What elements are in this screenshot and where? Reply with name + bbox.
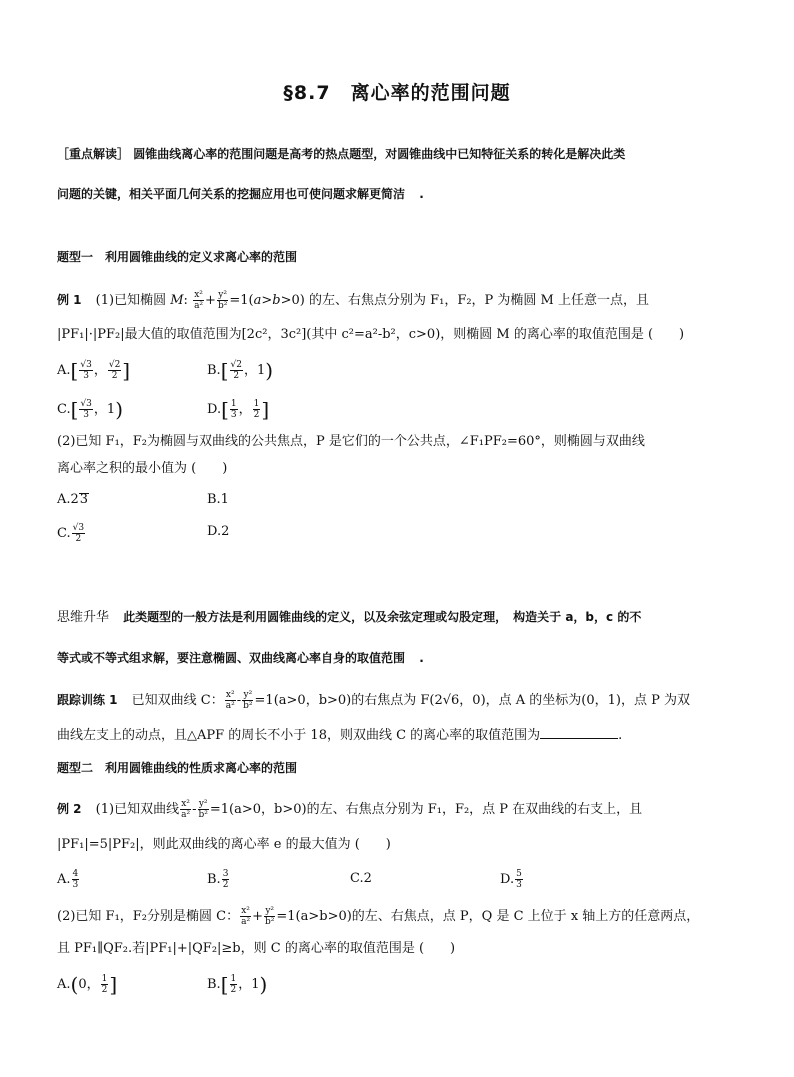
ex2-label: 例 2 (57, 802, 82, 816)
ex1-line-2: |PF₁|·|PF₂|最大值的取值范围为[2c²，3c²](其中 c²=a²-b²，c>0)，则椭圆 M 的离心率的取值范围是 ( ) (57, 327, 685, 342)
ex1-option-a: A.[ $\frac{√3}{3}$ ， $\frac{√2}{2}$ ] (57, 358, 131, 383)
answer-blank[interactable] (540, 726, 618, 739)
ex1-p2-option-b: B.1 (207, 492, 229, 507)
practice-line-2: 曲线左支上的动点，且△APF 的周长不小于 18，则双曲线 C 的离心率的取值范围为 . (57, 728, 623, 743)
practice-label: 跟踪训练 1 (57, 693, 118, 707)
intro-text-1: 圆锥曲线离心率的范围问题是高考的热点题型，对圆锥曲线中已知特征关系的转化是解决此类 (133, 147, 626, 161)
ex2-p2-line-1: (2)已知 F₁，F₂分别是椭圆 C： $\frac{\text{x²}}{\text{a²}}$ + $\frac{\text{y²}}{\text{b²}}$ =1(a>b>0)的左、右焦点，点 P，Q 是 C 上位于 x 轴上方的任意两点， (57, 906, 700, 927)
ex2-line-1: 例 2 (1)已知双曲线 $\frac{\text{x²}}{\text{a²}}$ - $\frac{\text{y²}}{\text{b²}}$ =1(a>0，b>0)的左、右焦点分别为 F₁，F₂，点 P 在双曲线的右支上，且 (57, 799, 643, 820)
type1-heading: 题型一 利用圆锥曲线的定义求离心率的范围 (57, 250, 298, 264)
ex1-label: 例 1 (57, 293, 82, 307)
ex2-p2-line-2: 且 PF₁∥QF₂.若|PF₁|+|QF₂|≥b，则 C 的离心率的取值范围是 ( ) (57, 941, 456, 956)
ex1-option-c: C.[ $\frac{√3}{3}$ ，1) (57, 397, 123, 422)
ex1-p2-option-a: A.23 (57, 492, 89, 507)
thinking-line-1 (57, 609, 641, 626)
ex2-p1-suffix: (a>0，b>0)的左、右焦点分别为 F₁，F₂，点 P 在双曲线的右支上，且 (229, 802, 643, 817)
fraction: $\frac{\text{x²}}{\text{a²}}$ (194, 290, 204, 311)
thinking-text-2: 等式或不等式组求解，要注意椭圆、双曲线离心率自身的取值范围 (57, 651, 406, 665)
practice-prefix: 已知双曲线 C： (131, 693, 224, 708)
intro-tag: ［重点解读］ (57, 147, 130, 161)
thinking-line-2 (57, 650, 424, 666)
ex1-p2-option-c: C. $\frac{√3}{2}$ (57, 523, 85, 544)
intro-dot: . (419, 187, 424, 201)
thinking-label: 思维升华 (57, 610, 110, 625)
intro-text-2: 问题的关键，相关平面几何关系的挖掘应用也可使问题求解更简洁 (57, 187, 406, 201)
ex2-line-2: |PF₁|=5|PF₂|，则此双曲线的离心率 e 的最大值为 ( ) (57, 837, 391, 852)
ex1-p1-prefix: (1)已知椭圆 (95, 293, 167, 308)
intro-line-2 (57, 186, 424, 202)
fraction: $\frac{\text{y²}}{\text{b²}}$ (217, 290, 228, 311)
intro-line-1 (57, 146, 625, 162)
ex1-p2-option-d: D.2 (207, 524, 230, 539)
practice-line-1: 跟踪训练 1 已知双曲线 C： $\frac{\text{x²}}{\text{a²}}$ - $\frac{\text{y²}}{\text{b²}}$ =1(a>0，b>0)的右焦点为 F(2√6，0)，点 A 的坐标为(0，1)，点 P 为双 (57, 690, 690, 711)
ex2-option-a: A. $\frac{4}{3}$ (57, 869, 79, 890)
thinking-dot: . (419, 651, 424, 665)
thinking-text-1: 此类题型的一般方法是利用圆锥曲线的定义，以及余弦定理或勾股定理， 构造关于 a，b，c 的不 (123, 610, 642, 624)
ex2-option-c: C.2 (350, 871, 372, 886)
ex1-option-d: D.[ $\frac{1}{3}$ ， $\frac{1}{2}$ ] (207, 397, 270, 422)
ex2-p1-prefix: (1)已知双曲线 (95, 802, 180, 817)
ex2-p2-option-b: B.[ $\frac{1}{2}$ ，1) (207, 972, 268, 997)
ex1-option-b: B.[ $\frac{√2}{2}$ ，1) (207, 358, 274, 383)
ex1-p2-line-2: 离心率之积的最小值为 ( ) (57, 461, 228, 476)
page-title: §8.7 离心率的范围问题 (283, 82, 511, 104)
ex2-option-d: D. $\frac{5}{3}$ (500, 869, 522, 890)
ex1-p2-line-1: (2)已知 F₁，F₂为椭圆与双曲线的公共焦点，P 是它们的一个公共点，∠F₁PF₂=60°，则椭圆与双曲线 (57, 434, 645, 449)
practice-suffix: (a>0，b>0)的右焦点为 F(2√6，0)，点 A 的坐标为(0，1)，点 P 为双 (273, 693, 690, 708)
ex2-option-b: B. $\frac{3}{2}$ (207, 869, 229, 890)
ex1-p1-suffix: 的左、右焦点分别为 F₁，F₂，P 为椭圆 M 上任意一点，且 (308, 293, 650, 308)
ex1-line-1: 例 1 (1)已知椭圆 M: $\frac{\text{x²}}{\text{a²}}$ + $\frac{\text{y²}}{\text{b²}}$ =1(a>b>0) 的左、右焦点分别为 F₁，F₂，P 为椭圆 M 上任意一点，且 (57, 290, 650, 311)
ex2-p2-option-a: A.(0， $\frac{1}{2}$ ] (57, 972, 118, 997)
type2-heading: 题型二 利用圆锥曲线的性质求离心率的范围 (57, 761, 298, 775)
